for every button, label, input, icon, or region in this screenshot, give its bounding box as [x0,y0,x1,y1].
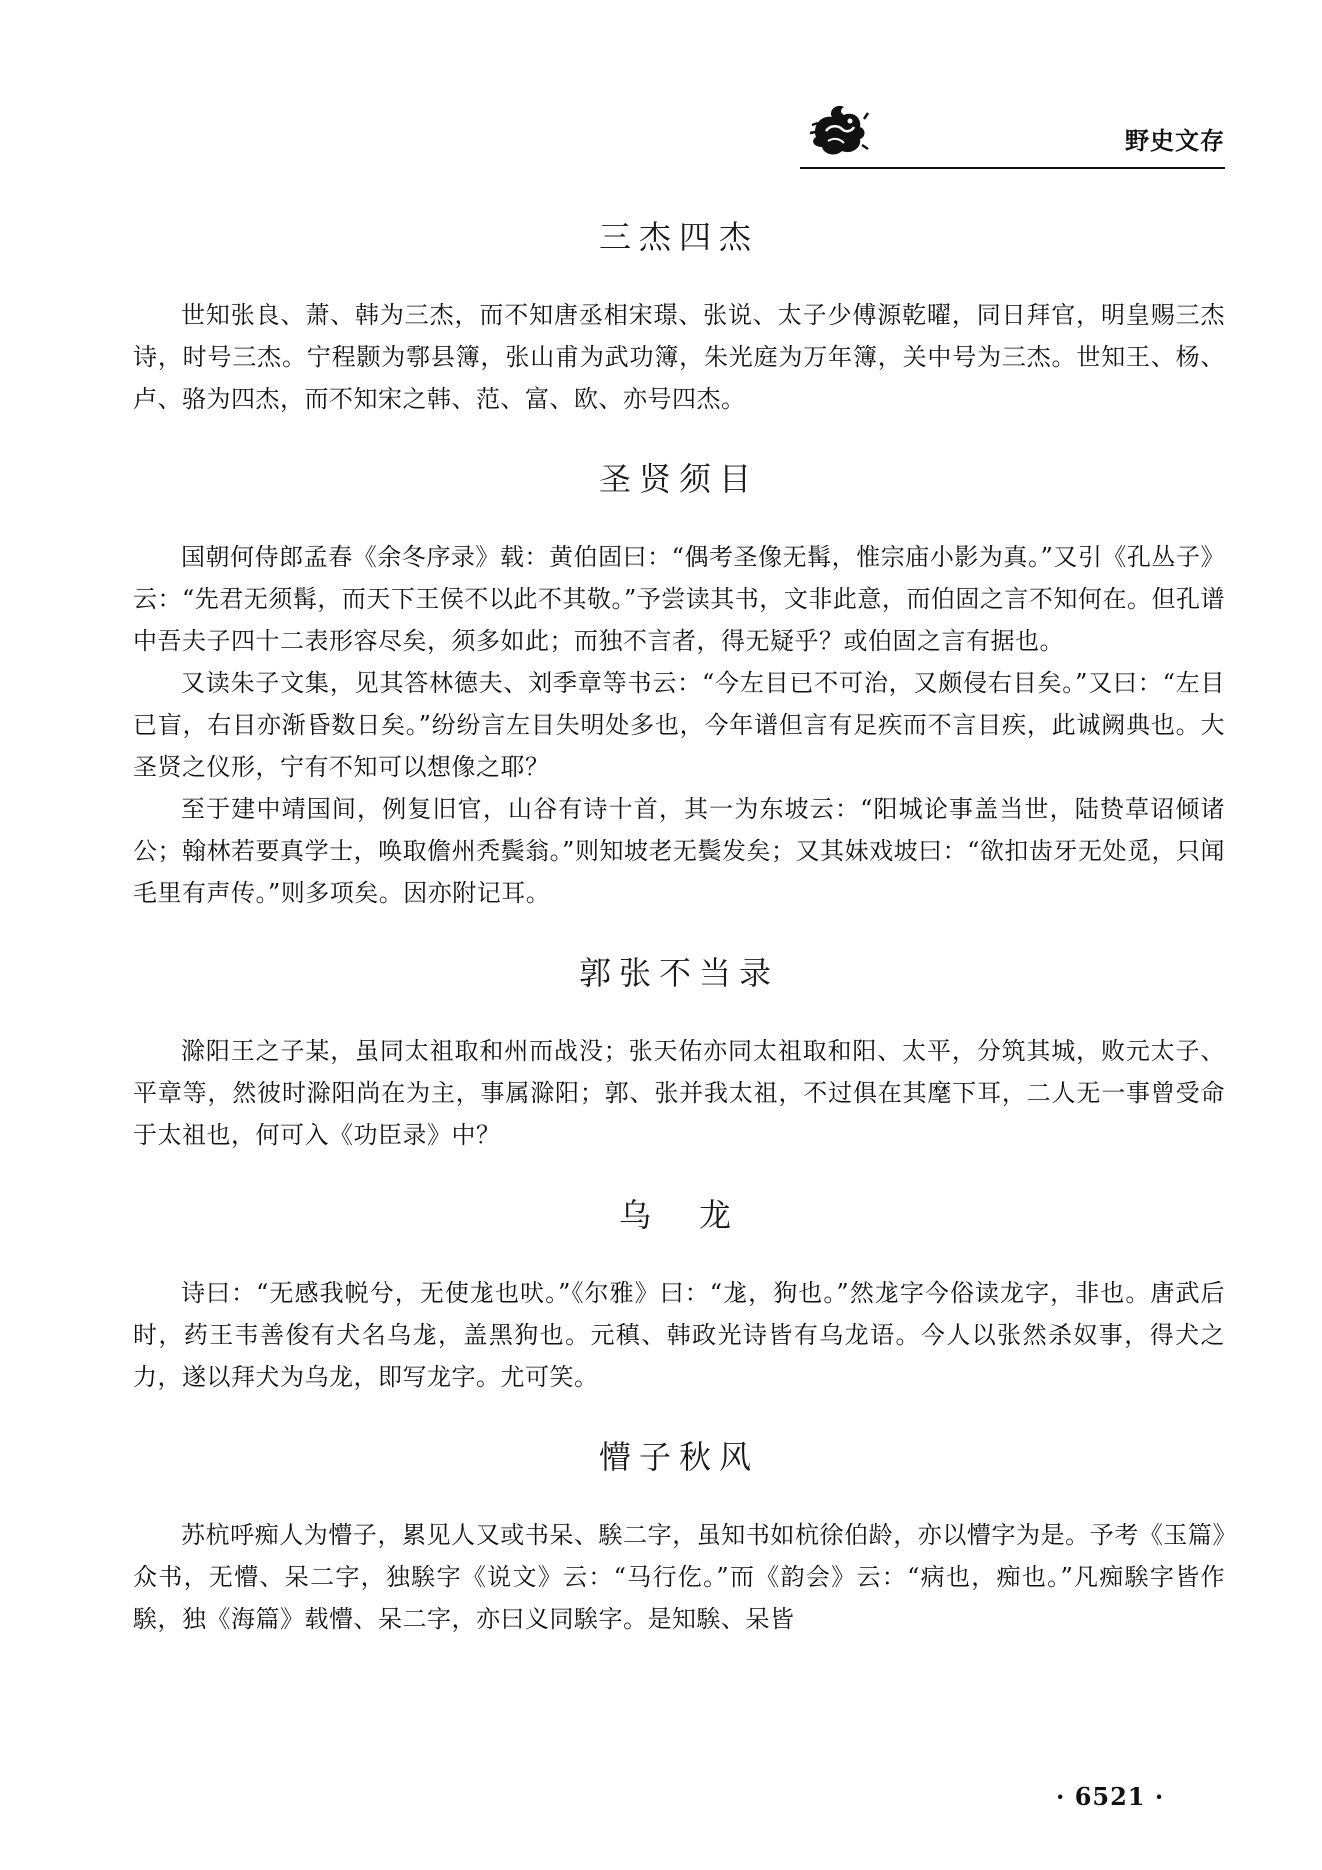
paragraph: 国朝何侍郎孟春《余冬序录》载：黄伯固曰：“偶考圣像无髯，惟宗庙小影为真。”又引《孔丛子》云：“先君无须髯，而天下王侯不以此不其敬。”予尝读其书，文非此意，而伯固之言不知何在。但孔谱中吾夫子四十二表形容尽矣，须多如此；而独不言者，得无疑乎？或伯固之言有据也。 [133,543,1225,655]
running-header [800,95,1225,175]
paragraph: 又读朱子文集，见其答林德夫、刘季章等书云：“今左目已不可治，又颇侵右目矣。”又曰：“左目已盲，右目亦渐昏数日矣。”纷纷言左目失明处多也，今年谱但言有足疾而不言目疾，此诚阙典也。大圣贤之仪形，宁有不知可以想像之耶？ [133,669,1225,781]
paragraph: 世知张良、萧、韩为三杰，而不知唐丞相宋璟、张说、太子少傅源乾曜，同日拜官，明皇赐三杰诗，时号三杰。宁程颢为鄠县簿，张山甫为武功簿，朱光庭为万年簿，关中号为三杰。世知王、杨、卢、骆为四杰，而不知宋之韩、范、富、欧、亦号四杰。 [133,301,1225,413]
dragon-icon [806,97,870,161]
section-title: 三杰四杰 [598,218,759,256]
section-title: 圣贤须目 [598,460,759,498]
section-title: 郭张不当录 [578,954,779,992]
paragraph: 苏杭呼痴人为懵子，累见人又或书呆、騃二字，虽知书如杭徐伯龄，亦以懵字为是。予考《玉篇》众书，无懵、呆二字，独騃字《说文》云：“马行仡。”而《韵会》云：“病也，痴也。”凡痴騃字皆作騃，独《海篇》载懵、呆二字，亦曰义同騃字。是知騃、呆皆 [133,1521,1225,1633]
header-rule [800,167,1225,169]
page-number: · 6521 · [1056,1782,1165,1811]
page-body [133,210,1225,1640]
section-title: 懵子秋风 [598,1438,759,1476]
section-title: 乌 龙 [618,1196,739,1234]
paragraph: 至于建中靖国间，例复旧官，山谷有诗十首，其一为东坡云：“阳城论事盖当世，陆贽草诏倾诸公；翰林若要真学士，唤取儋州秃鬓翁。”则知坡老无鬓发矣；又其妹戏坡曰：“欲扣齿牙无处觅，只闻毛里有声传。”则多项矣。因亦附记耳。 [133,795,1225,907]
series-title: 野史文存 [1125,127,1225,155]
paragraph: 滁阳王之子某，虽同太祖取和州而战没；张天佑亦同太祖取和阳、太平，分筑其城，败元太子、平章等，然彼时滁阳尚在为主，事属滁阳；郭、张并我太祖，不过俱在其麾下耳，二人无一事曾受命于太祖也，何可入《功臣录》中？ [133,1037,1225,1149]
paragraph: 诗曰：“无感我帨兮，无使尨也吠。”《尔雅》曰：“尨，狗也。”然尨字今俗读龙字，非也。唐武后时，药王韦善俊有犬名乌尨，盖黑狗也。元稹、韩政光诗皆有乌龙语。今人以张然杀奴事，得犬之力，遂以拜犬为乌龙，即写龙字。尤可笑。 [133,1279,1225,1391]
